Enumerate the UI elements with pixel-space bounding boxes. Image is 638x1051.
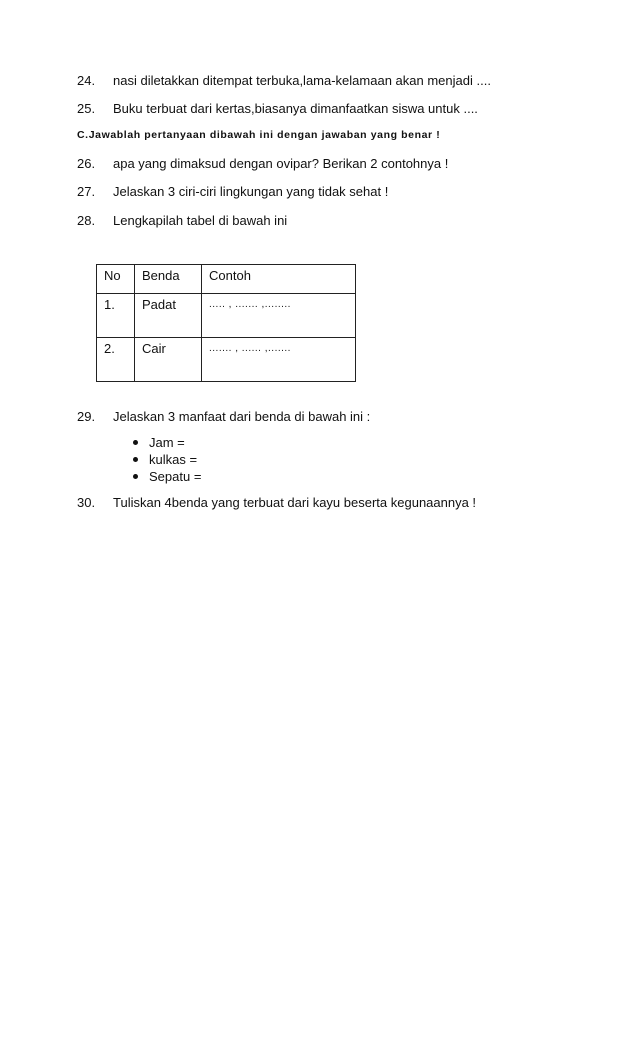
benefit-list	[133, 434, 201, 485]
table-cell: 2.	[97, 338, 135, 382]
table-row	[97, 294, 356, 338]
list-item: Jam =	[133, 434, 201, 451]
bullet-icon	[133, 474, 138, 479]
question-30	[0, 494, 638, 512]
question-text: nasi diletakkan ditempat terbuka,lama-kelamaan akan menjadi ....	[113, 73, 491, 88]
section-c-heading: C.Jawablah pertanyaan dibawah ini dengan jawaban yang benar !	[77, 129, 441, 141]
list-item: Sepatu =	[133, 468, 201, 485]
question-28	[0, 212, 638, 230]
question-text: Tuliskan 4benda yang terbuat dari kayu beserta kegunaannya !	[113, 495, 477, 510]
question-number: 27.	[77, 184, 96, 199]
table-header-row	[97, 265, 356, 294]
table-cell: ..... , ....... ,........	[202, 294, 356, 338]
question-number: 29.	[77, 409, 96, 424]
question-text: Buku terbuat dari kertas,biasanya dimanfaatkan siswa untuk ....	[113, 101, 478, 116]
question-number: 30.	[77, 495, 96, 510]
table-header-cell: Benda	[135, 265, 202, 294]
table-cell: Padat	[135, 294, 202, 338]
question-number: 26.	[77, 156, 96, 171]
benda-table	[96, 264, 356, 382]
bullet-icon	[133, 457, 138, 462]
list-item: kulkas =	[133, 451, 201, 468]
bullet-icon	[133, 440, 138, 445]
table-cell: 1.	[97, 294, 135, 338]
table-header-cell: Contoh	[202, 265, 356, 294]
question-29	[0, 408, 638, 426]
question-text: apa yang dimaksud dengan ovipar? Berikan 2 contohnya !	[113, 156, 449, 171]
question-number: 25.	[77, 101, 96, 116]
question-24	[0, 72, 638, 90]
question-number: 24.	[77, 73, 96, 88]
table-cell: ....... , ...... ,.......	[202, 338, 356, 382]
question-text: Jelaskan 3 ciri-ciri lingkungan yang tidak sehat !	[113, 184, 389, 199]
question-27	[0, 183, 638, 201]
table-header-cell: No	[97, 265, 135, 294]
question-text: Lengkapilah tabel di bawah ini	[113, 213, 288, 228]
question-25	[0, 100, 638, 118]
question-text: Jelaskan 3 manfaat dari benda di bawah ini :	[113, 409, 371, 424]
table-cell: Cair	[135, 338, 202, 382]
question-number: 28.	[77, 213, 96, 228]
table-row	[97, 338, 356, 382]
question-26	[0, 155, 638, 173]
